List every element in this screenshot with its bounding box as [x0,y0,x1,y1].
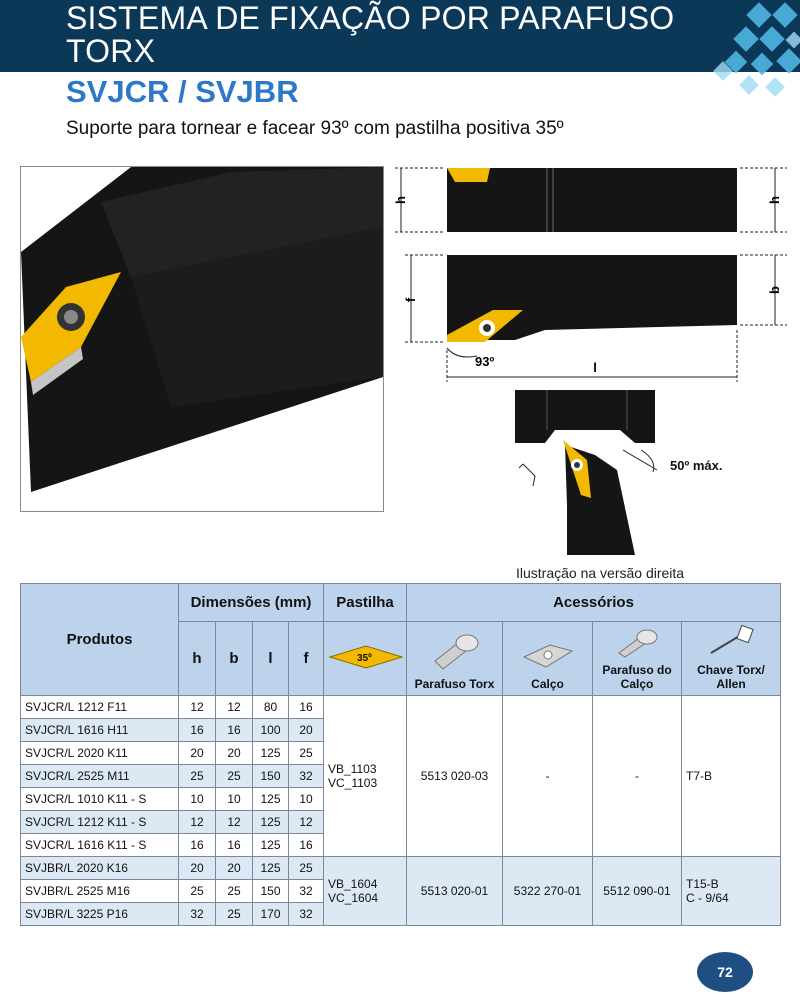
table-row: SVJBR/L 3225 P16 32 25 170 32 [21,903,781,926]
dim-h-right: h [767,196,782,204]
table-row: SVJCR/L 2525 M11 25 25 150 32 [21,765,781,788]
dim-h-left: h [393,196,408,204]
group2-chave: T15-B C - 9/64 [682,857,781,926]
group1-pastilha: VB_1103 VC_1103 [324,696,407,857]
max-angle: 50º máx. [670,458,723,473]
insert-shape-icon [328,644,404,670]
table-row: SVJBR/L 2020 K16 20 20 125 25 VB_1604 VC_1604 5513 020-01 5322 270-01 5512 090-01 T15-B C - 9/64 [21,857,781,880]
page-subtitle: Suporte para tornear e facear 93º com pastilha positiva 35º [66,118,564,139]
col-parafuso-calco: Parafuso do Calço [593,622,682,696]
spec-table [20,583,781,926]
group1-parafuso-torx: 5513 020-03 [407,696,503,857]
col-f: f [289,622,324,696]
col-acessorios: Acessórios [407,584,781,622]
col-b: b [216,622,253,696]
group1-chave: T7-B [682,696,781,857]
table-row: SVJCR/L 1212 K11 - S 12 12 125 12 [21,811,781,834]
shim-icon [520,639,576,671]
decorative-tile-pattern [630,0,800,110]
product-code: SVJCR / SVJBR [66,74,299,109]
col-h: h [179,622,216,696]
illustration-caption: Ilustração na versão direita [516,565,685,581]
col-chave: Chave Torx/ Allen [682,622,781,696]
group1-parafuso-calco: - [593,696,682,857]
col-calco: Calço [503,622,593,696]
col-l: l [253,622,289,696]
col-dimensoes: Dimensões (mm) [179,584,324,622]
product-photo [20,166,384,512]
dim-b: b [767,286,782,294]
group1-calco: - [503,696,593,857]
page-title: SISTEMA DE FIXAÇÃO POR PARAFUSO TORX [66,0,675,69]
table-row: SVJCR/L 1616 H11 16 16 100 20 [21,719,781,742]
shim-screw-icon [609,625,665,657]
col-insert-shape [324,622,407,696]
torx-key-icon [703,625,759,657]
dim-f: f [403,297,418,303]
col-produtos: Produtos [21,584,179,696]
technical-drawing [395,160,795,580]
group2-calco: 5322 270-01 [503,857,593,926]
table-row: SVJCR/L 2020 K11 20 20 125 25 [21,742,781,765]
table-row: SVJCR/L 1616 K11 - S 16 16 125 16 [21,834,781,857]
angle-93: 93º [475,354,495,369]
insert-angle-label: 35º [357,652,372,664]
col-pastilha: Pastilha [324,584,407,622]
group2-parafuso-torx: 5513 020-01 [407,857,503,926]
group2-pastilha: VB_1604 VC_1604 [324,857,407,926]
screw-icon [427,631,483,671]
table-row: SVJCR/L 1212 F11 12 12 80 16 VB_1103 VC_1103 5513 020-03 - - T7-B [21,696,781,719]
group2-parafuso-calco: 5512 090-01 [593,857,682,926]
page-number-badge: 72 [697,952,753,992]
dim-l: l [593,360,597,375]
table-row: SVJCR/L 1010 K11 - S 10 10 125 10 [21,788,781,811]
table-row: SVJBR/L 2525 M16 25 25 150 32 [21,880,781,903]
tool-holder-image [21,167,383,511]
col-parafuso-torx: Parafuso Torx [407,622,503,696]
